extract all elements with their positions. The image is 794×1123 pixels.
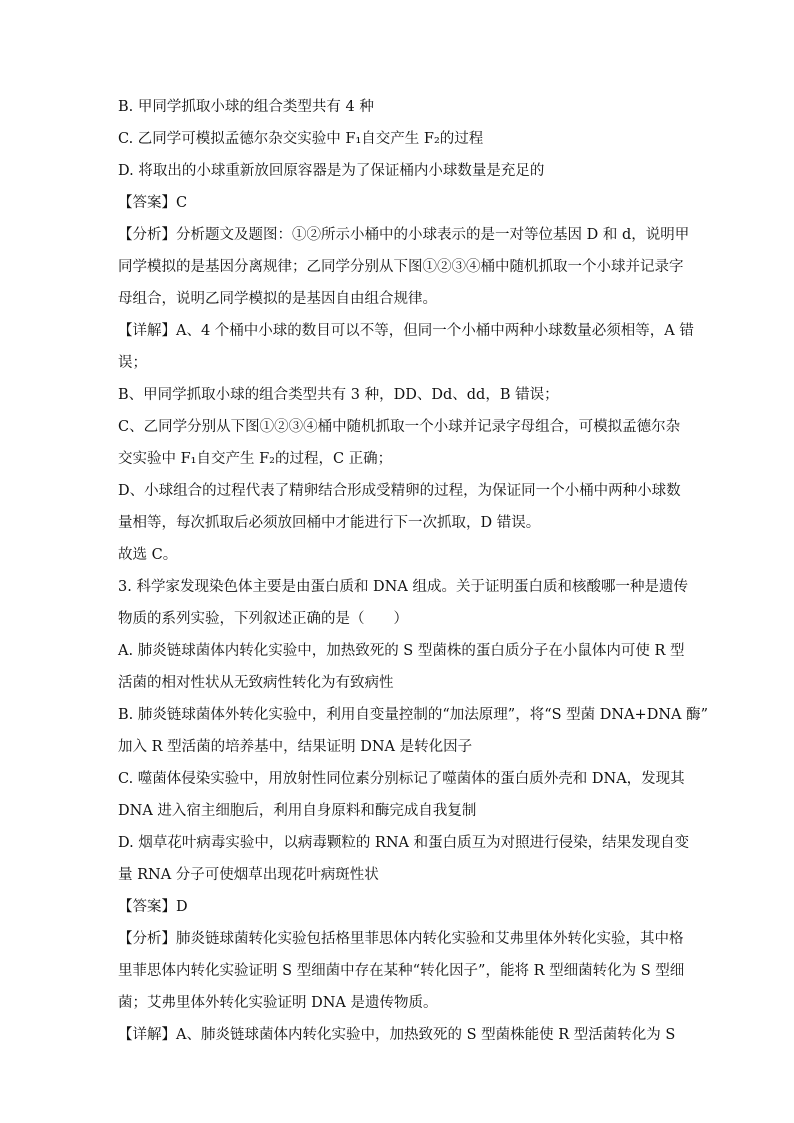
- option-a-line: 活菌的相对性状从无致病性转化为有致病性: [118, 675, 394, 691]
- analysis-line: 【分析】分析题文及题图：①②所示小桶中的小球表示的是一对等位基因 D 和 d，说明甲: [118, 227, 690, 243]
- detail-line: C、乙同学分别从下图①②③④桶中随机抓取一个小球并记录字母组合，可模拟孟德尔杂: [118, 419, 681, 435]
- analysis-line: 【分析】肺炎链球菌转化实验包括格里菲思体内转化实验和艾弗里体外转化实验，其中格: [118, 931, 684, 947]
- detail-line: 交实验中 F₁自交产生 F₂的过程，C 正确；: [118, 451, 393, 467]
- question-3-stem: 3. 科学家发现染色体主要是由蛋白质和 DNA 组成。关于证明蛋白质和核酸哪一种是遗传: [118, 579, 688, 595]
- option-d-line: 量 RNA 分子可使烟草出现花叶病斑性状: [118, 867, 379, 883]
- analysis-line: 同学模拟的是基因分离规律；乙同学分别从下图①②③④桶中随机抓取一个小球并记录字: [118, 259, 684, 275]
- answer-line: 【答案】D: [118, 899, 188, 915]
- answer-line: 【答案】C: [118, 195, 188, 211]
- option-c-line: DNA 进入宿主细胞后，利用自身原料和酶完成自我复制: [118, 803, 477, 819]
- detail-line: B、甲同学抓取小球的组合类型共有 3 种，DD、Dd、dd，B 错误；: [118, 387, 559, 403]
- analysis-line: 菌；艾弗里体外转化实验证明 DNA 是遗传物质。: [118, 995, 438, 1011]
- option-b-line: B. 甲同学抓取小球的组合类型共有 4 种: [118, 99, 374, 115]
- option-d-line: D. 烟草花叶病毒实验中，以病毒颗粒的 RNA 和蛋白质互为对照进行侵染，结果发现自变: [118, 835, 690, 851]
- option-c-line: C. 乙同学可模拟孟德尔杂交实验中 F₁自交产生 F₂的过程: [118, 131, 484, 147]
- analysis-line: 母组合，说明乙同学模拟的是基因自由组合规律。: [118, 291, 437, 307]
- analysis-line: 里菲思体内转化实验证明 S 型细菌中存在某种“转化因子”，能将 R 型细菌转化为 S 型细: [118, 963, 685, 979]
- question-3-stem: 物质的系列实验，下列叙述正确的是（ ）: [118, 611, 408, 627]
- detail-line: 【详解】A、肺炎链球菌体内转化实验中，加热致死的 S 型菌株能使 R 型活菌转化为 S: [118, 1027, 676, 1043]
- detail-line: 量相等，每次抓取后必须放回桶中才能进行下一次抓取，D 错误。: [118, 515, 541, 531]
- detail-line: D、小球组合的过程代表了精卵结合形成受精卵的过程，为保证同一个小桶中两种小球数: [118, 483, 681, 499]
- option-d-line: D. 将取出的小球重新放回原容器是为了保证桶内小球数量是充足的: [118, 163, 545, 179]
- option-a-line: A. 肺炎链球菌体内转化实验中，加热致死的 S 型菌株的蛋白质分子在小鼠体内可使 R 型: [118, 643, 685, 659]
- option-c-line: C. 噬菌体侵染实验中，用放射性同位素分别标记了噬菌体的蛋白质外壳和 DNA，发现其: [118, 771, 685, 787]
- detail-line: 【详解】A、4 个桶中小球的数目可以不等，但同一个小桶中两种小球数量必须相等，A 错: [118, 323, 694, 339]
- option-b-line: B. 肺炎链球菌体外转化实验中，利用自变量控制的“加法原理”，将“S 型菌 DNA+DNA 酶”: [118, 707, 709, 723]
- detail-line: 误；: [118, 355, 147, 371]
- conclusion-line: 故选 C。: [118, 547, 178, 563]
- option-b-line: 加入 R 型活菌的培养基中，结果证明 DNA 是转化因子: [118, 739, 473, 755]
- document-body: [118, 96, 709, 1046]
